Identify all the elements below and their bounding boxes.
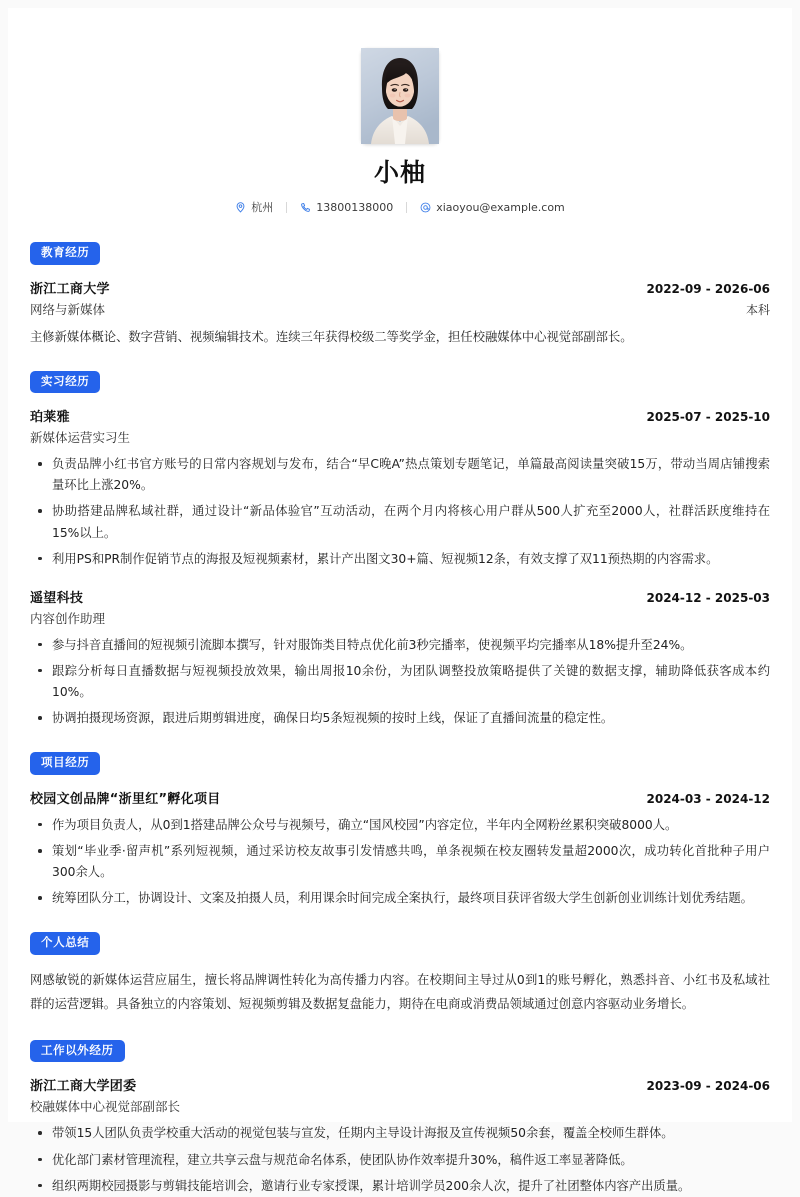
list-item: 负责品牌小红书官方账号的日常内容规划与发布，结合“早C晚A”热点策划专题笔记，单篇最高阅读量突破15万，带动当周店铺搜索量环比上涨20%。	[30, 454, 770, 496]
entry-title: 珀莱雅	[30, 410, 70, 426]
list-item: 优化部门素材管理流程，建立共享云盘与规范命名体系，使团队协作效率提升30%，稿件返工率显著降低。	[30, 1150, 770, 1171]
entry-role: 校融媒体中心视觉部副部长	[30, 1099, 181, 1115]
entry-subheader	[30, 300, 770, 318]
location-icon	[235, 202, 246, 213]
resume-entry	[30, 1075, 770, 1196]
entry-bullet-list	[30, 635, 770, 730]
entry-title: 浙江工商大学	[30, 281, 110, 297]
list-item: 利用PS和PR制作促销节点的海报及短视频素材，累计产出图文30+篇、短视频12条，有效支撑了双11预热期的内容需求。	[30, 549, 770, 570]
contact-phone-text: 13800138000	[316, 200, 394, 214]
contact-list	[30, 199, 770, 215]
entry-date: 2022-09 - 2026-06	[646, 281, 770, 296]
resume-entry	[30, 406, 770, 570]
avatar	[361, 48, 439, 144]
resume-entry	[30, 788, 770, 910]
resume-section	[30, 751, 770, 909]
entry-bullet-list	[30, 1123, 770, 1196]
entry-date: 2023-09 - 2024-06	[646, 1079, 770, 1094]
entry-header	[30, 406, 770, 425]
entry-header	[30, 1075, 770, 1094]
resume-page	[8, 8, 792, 1193]
section-badge: 教育经历	[30, 242, 100, 265]
entry-date: 2024-03 - 2024-12	[646, 791, 770, 806]
resume-entry	[30, 278, 770, 348]
section-badge: 工作以外经历	[30, 1040, 125, 1063]
contact-phone	[287, 201, 406, 214]
resume-section	[30, 1039, 770, 1197]
list-item: 统筹团队分工，协调设计、文案及拍摄人员，利用课余时间完成全案执行，最终项目获评省级大学生创新创业训练计划优秀结题。	[30, 888, 770, 909]
resume-sections	[30, 241, 770, 1197]
page-title: 小柚	[373, 158, 426, 187]
entry-header	[30, 587, 770, 606]
entry-role: 新媒体运营实习生	[30, 430, 131, 446]
list-item: 协调拍摄现场资源，跟进后期剪辑进度，确保日均5条短视频的按时上线，保证了直播间流量的稳定性。	[30, 708, 770, 729]
contact-email	[407, 201, 578, 214]
entry-bullet-list	[30, 454, 770, 570]
resume-section	[30, 931, 770, 1016]
entry-header	[30, 278, 770, 297]
resume-section	[30, 241, 770, 348]
resume-header	[30, 8, 770, 215]
entry-title: 浙江工商大学团委	[30, 1079, 137, 1095]
list-item: 跟踪分析每日直播数据与短视频投放效果，输出周报10余份，为团队调整投放策略提供了关键的数据支撑，辅助降低获客成本约10%。	[30, 661, 770, 703]
entry-role: 内容创作助理	[30, 610, 106, 626]
section-badge: 个人总结	[30, 932, 100, 955]
entry-title: 遥望科技	[30, 590, 84, 606]
entry-role: 网络与新媒体	[30, 301, 106, 317]
list-item: 组织两期校园摄影与剪辑技能培训会，邀请行业专家授课，累计培训学员200余人次，提升了社团整体内容产出质量。	[30, 1176, 770, 1197]
entry-date: 2024-12 - 2025-03	[646, 590, 770, 605]
entry-description: 主修新媒体概论、数字营销、视频编辑技术。连续三年获得校级二等奖学金，担任校融媒体中心视觉部副部长。	[30, 329, 633, 344]
entry-date: 2025-07 - 2025-10	[646, 410, 770, 425]
entry-title: 校园文创品牌“浙里红”孵化项目	[30, 791, 221, 807]
list-item: 策划“毕业季·留声机”系列短视频，通过采访校友故事引发情感共鸣，单条视频在校友圈转发量超2000次，成功转化首批种子用户300余人。	[30, 841, 770, 883]
list-item: 作为项目负责人，从0到1搭建品牌公众号与视频号，确立“国风校园”内容定位，半年内全网粉丝累积突破8000人。	[30, 815, 770, 836]
contact-location	[222, 199, 286, 215]
entry-bullet-list	[30, 815, 770, 910]
email-icon	[420, 202, 431, 213]
phone-icon	[300, 202, 311, 213]
contact-location-text: 杭州	[251, 201, 274, 214]
entry-subheader	[30, 428, 770, 446]
section-badge: 实习经历	[30, 371, 100, 394]
list-item: 带领15人团队负责学校重大活动的视觉包装与宣发，任期内主导设计海报及宣传视频50余套，覆盖全校师生群体。	[30, 1123, 770, 1144]
section-badge: 项目经历	[30, 752, 100, 775]
entry-subheader	[30, 609, 770, 627]
entry-subheader	[30, 1097, 770, 1115]
list-item: 协助搭建品牌私域社群，通过设计“新品体验官”互动活动，在两个月内将核心用户群从500人扩充至2000人，社群活跃度维持在15%以上。	[30, 501, 770, 543]
contact-email-text: xiaoyou@example.com	[436, 200, 565, 214]
list-item: 参与抖音直播间的短视频引流脚本撰写，针对服饰类目特点优化前3秒完播率，使视频平均完播率从18%提升至24%。	[30, 635, 770, 656]
entry-extra: 本科	[745, 302, 770, 317]
entry-header	[30, 788, 770, 807]
resume-section	[30, 370, 770, 730]
summary-text: 网感敏锐的新媒体运营应届生，擅长将品牌调性转化为高传播力内容。在校期间主导过从0到1的账号孵化，熟悉抖音、小红书及私域社群的运营逻辑。具备独立的内容策划、短视频剪辑及数据复盘能力，期待在电商或消费品领域通过创意内容驱动业务增长。	[30, 972, 770, 1011]
resume-entry	[30, 587, 770, 730]
